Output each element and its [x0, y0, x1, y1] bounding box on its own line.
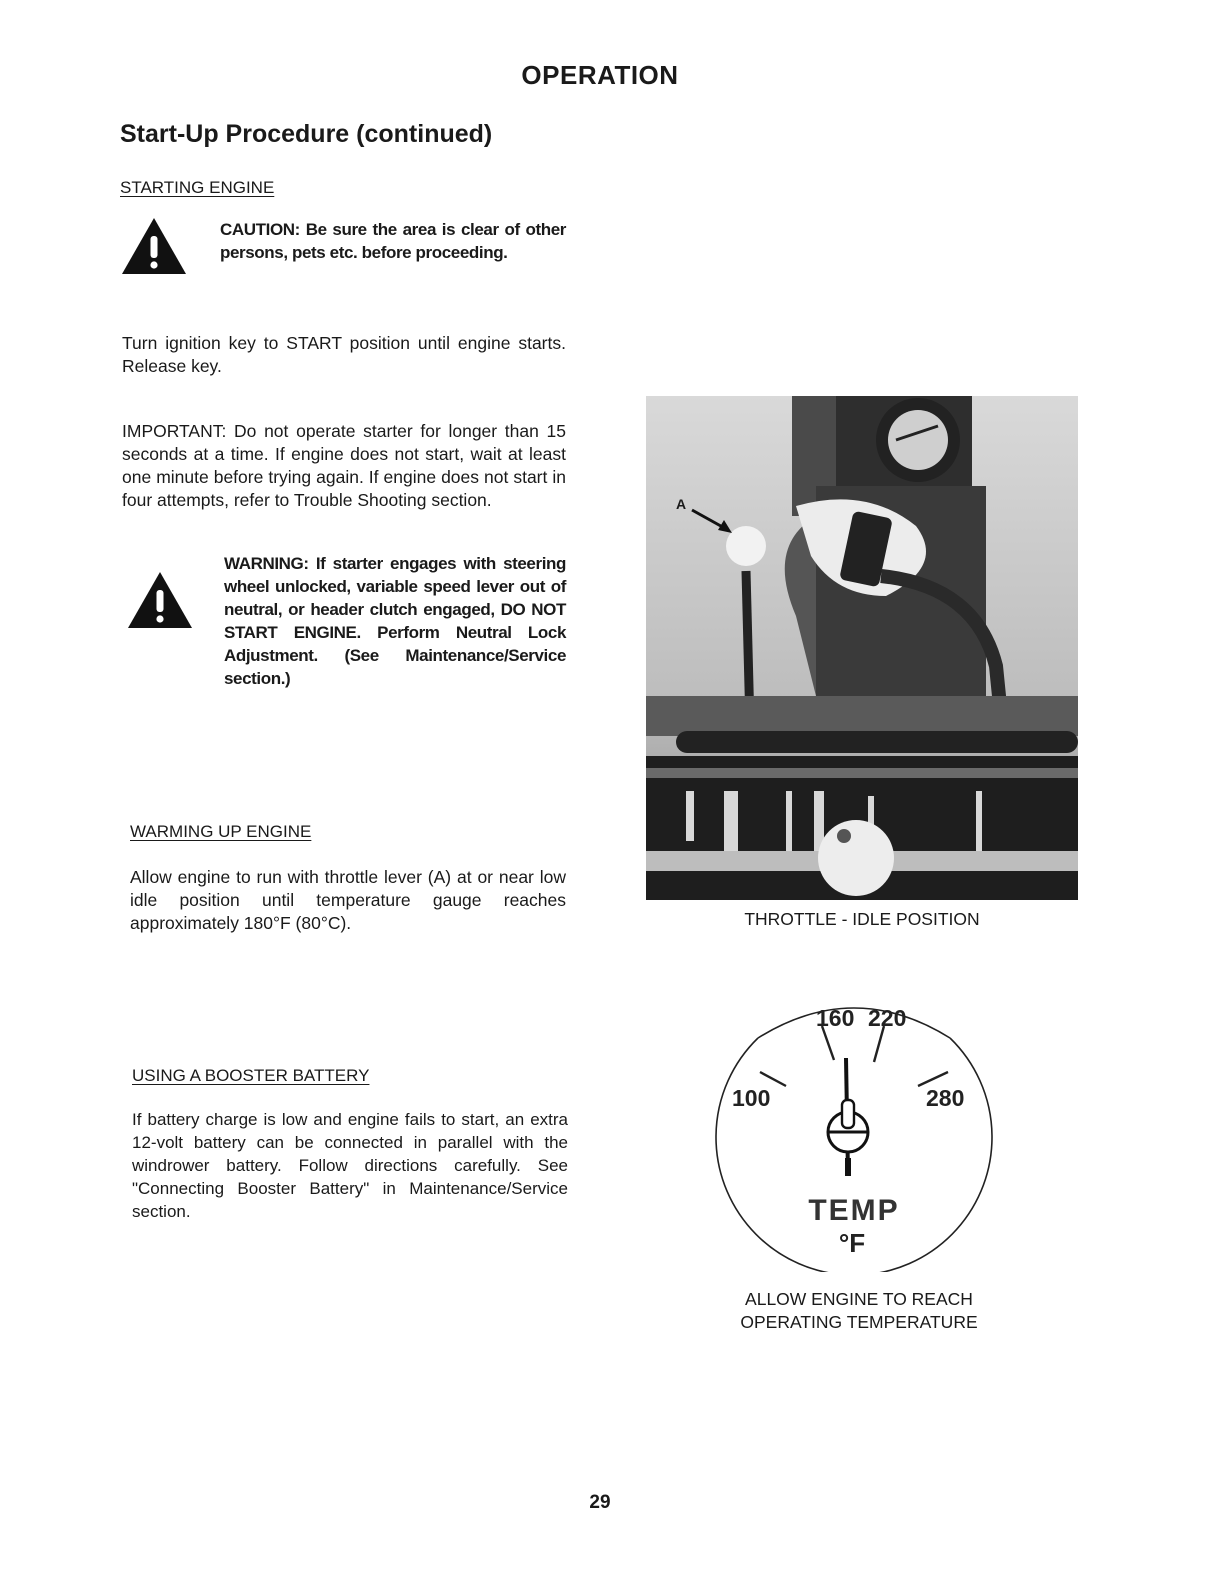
- page-number-text: 29: [589, 1492, 611, 1513]
- gauge-caption: [708, 1288, 1010, 1334]
- gauge-label-100: 100: [732, 1085, 771, 1111]
- thermometer-icon: [828, 1100, 868, 1176]
- warming-up-heading: WARMING UP ENGINE: [130, 822, 312, 841]
- gauge-tick-100: [760, 1072, 786, 1086]
- caution-text: CAUTION: Be sure the area is clear of other persons, pets etc. before proceeding.: [220, 220, 566, 262]
- throttle-photo-illustration: [646, 396, 1078, 900]
- page-title-text: OPERATION: [521, 60, 679, 90]
- starter-warning-text: WARNING: If starter engages with steering wheel unlocked, variable speed lever out of neutral, or header clutch engaged, DO NOT START ENGINE. Perform Neutral Lock Adjustment. (See Maintenance/Service section.): [224, 554, 566, 688]
- booster-battery-heading: USING A BOOSTER BATTERY: [132, 1066, 370, 1085]
- gauge-caption-line1: ALLOW ENGINE TO REACH: [745, 1289, 973, 1309]
- throttle-callout-label: A: [676, 496, 687, 512]
- gauge-tick-160: [822, 1026, 834, 1060]
- gauge-label-280: 280: [926, 1085, 965, 1111]
- starting-engine-heading: STARTING ENGINE: [120, 178, 275, 197]
- throttle-photo: [646, 396, 1078, 900]
- gauge-unit-label: °F: [838, 1228, 866, 1258]
- starter-warning-icon: [126, 570, 194, 630]
- gauge-label-220: 220: [868, 1005, 907, 1031]
- page-number: [0, 1492, 1224, 1514]
- ignition-instruction: Turn ignition key to START position until engine starts. Release key.: [122, 333, 566, 376]
- section-title: Start-Up Procedure (continued): [120, 120, 493, 148]
- gauge-caption-line2: OPERATING TEMPERATURE: [740, 1312, 978, 1332]
- gauge-tick-280: [918, 1072, 948, 1086]
- gauge-label-160: 160: [816, 1005, 855, 1031]
- caution-warning-icon: [120, 216, 188, 276]
- throttle-photo-caption: THROTTLE - IDLE POSITION: [744, 909, 980, 929]
- booster-battery-text: If battery charge is low and engine fails to start, an extra 12-volt battery can be connected in parallel with the windrower battery. Follow directions carefully. See "Connecting Booster Battery" in Maintenance/Service section.: [132, 1110, 568, 1221]
- page-title: [0, 60, 1224, 91]
- important-note: IMPORTANT: Do not operate starter for longer than 15 seconds at a time. If engine does not start, wait at least one minute before trying again. If engine does not start in four attempts, refer to Trouble Shooting section.: [122, 421, 566, 510]
- warming-up-text: Allow engine to run with throttle lever (A) at or near low idle position until temperature gauge reaches approximately 180°F (80°C).: [130, 867, 566, 933]
- gauge-temp-label: TEMP: [808, 1194, 900, 1227]
- temperature-gauge: [708, 988, 1000, 1272]
- gauge-tick-220: [874, 1026, 884, 1062]
